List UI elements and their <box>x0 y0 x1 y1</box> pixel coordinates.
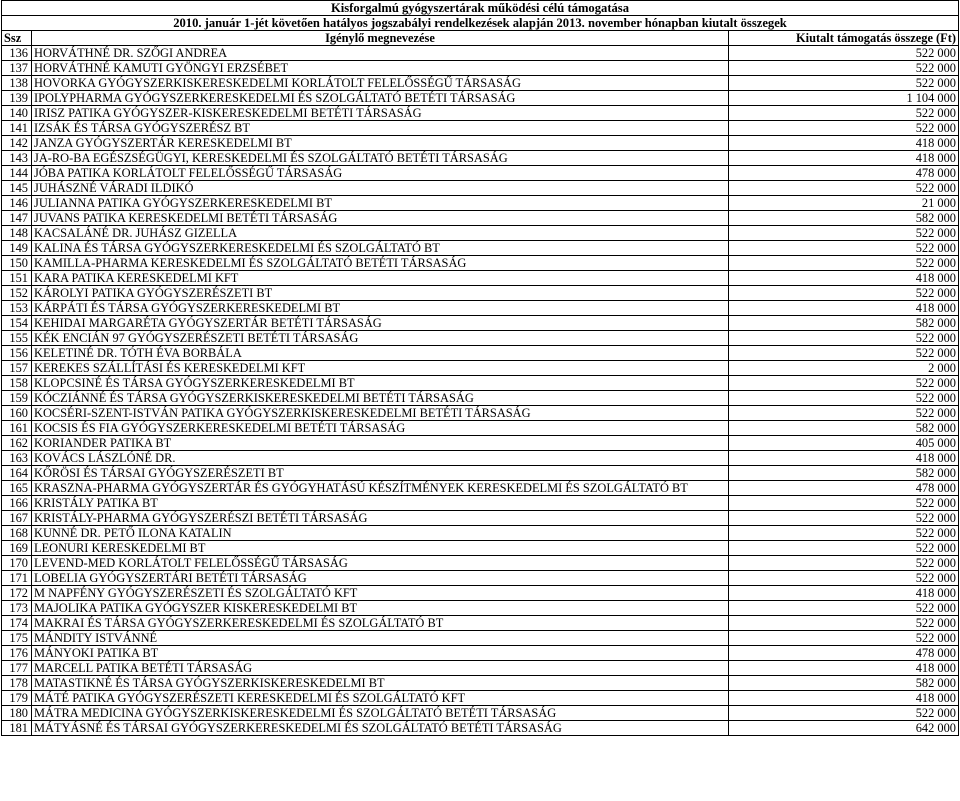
row-ssz: 174 <box>2 616 32 631</box>
row-amount: 522 000 <box>728 706 958 721</box>
row-name: KALINA ÉS TÁRSA GYÓGYSZERKERESKEDELMI ÉS SZOLGÁLTATÓ BT <box>32 241 729 256</box>
table-row <box>2 466 959 481</box>
row-amount: 582 000 <box>728 466 958 481</box>
row-ssz: 137 <box>2 61 32 76</box>
table-row <box>2 166 959 181</box>
row-name: LEONURI KERESKEDELMI BT <box>32 541 729 556</box>
row-ssz: 164 <box>2 466 32 481</box>
row-amount: 418 000 <box>728 301 958 316</box>
row-ssz: 156 <box>2 346 32 361</box>
row-name: KOCSIS ÉS FIA GYÓGYSZERKERESKEDELMI BETÉTI TÁRSASÁG <box>32 421 729 436</box>
table-row <box>2 46 959 61</box>
table-row <box>2 586 959 601</box>
table-row <box>2 136 959 151</box>
row-name: JÓBA PATIKA KORLÁTOLT FELELŐSSÉGŰ TÁRSASÁG <box>32 166 729 181</box>
row-ssz: 175 <box>2 631 32 646</box>
table-body <box>2 46 959 736</box>
table-row <box>2 526 959 541</box>
row-amount: 522 000 <box>728 571 958 586</box>
row-amount: 642 000 <box>728 721 958 736</box>
row-amount: 522 000 <box>728 226 958 241</box>
row-amount: 522 000 <box>728 256 958 271</box>
row-name: MAKRAI ÉS TÁRSA GYÓGYSZERKERESKEDELMI ÉS SZOLGÁLTATÓ BT <box>32 616 729 631</box>
row-ssz: 168 <box>2 526 32 541</box>
row-amount: 522 000 <box>728 391 958 406</box>
table-subtitle: 2010. január 1-jét követően hatályos jogszabályi rendelkezések alapján 2013. november hónapban kiutalt összegek <box>2 16 959 31</box>
row-name: MÁNYOKI PATIKA BT <box>32 646 729 661</box>
row-amount: 478 000 <box>728 481 958 496</box>
row-name: KORIANDER PATIKA BT <box>32 436 729 451</box>
row-amount: 2 000 <box>728 361 958 376</box>
row-amount: 522 000 <box>728 46 958 61</box>
row-amount: 418 000 <box>728 451 958 466</box>
row-name: JANZA GYÓGYSZERTÁR KERESKEDELMI BT <box>32 136 729 151</box>
row-amount: 522 000 <box>728 616 958 631</box>
row-ssz: 152 <box>2 286 32 301</box>
row-name: KÁROLYI PATIKA GYÓGYSZERÉSZETI BT <box>32 286 729 301</box>
support-table <box>1 0 959 736</box>
row-ssz: 180 <box>2 706 32 721</box>
table-row <box>2 496 959 511</box>
table-row <box>2 631 959 646</box>
row-amount: 522 000 <box>728 541 958 556</box>
row-ssz: 161 <box>2 421 32 436</box>
row-ssz: 154 <box>2 316 32 331</box>
table-row <box>2 181 959 196</box>
row-amount: 522 000 <box>728 346 958 361</box>
row-name: MATASTIKNÉ ÉS TÁRSA GYÓGYSZERKISKERESKEDELMI BT <box>32 676 729 691</box>
row-name: KLOPCSINÉ ÉS TÁRSA GYÓGYSZERKERESKEDELMI BT <box>32 376 729 391</box>
row-amount: 1 104 000 <box>728 91 958 106</box>
row-amount: 522 000 <box>728 76 958 91</box>
table-row <box>2 61 959 76</box>
row-name: KRISTÁLY PATIKA BT <box>32 496 729 511</box>
row-name: KUNNÉ DR. PETŐ ILONA KATALIN <box>32 526 729 541</box>
row-name: KÉK ENCIÁN 97 GYÓGYSZERÉSZETI BETÉTI TÁRSASÁG <box>32 331 729 346</box>
row-name: KŐRÖSI ÉS TÁRSAI GYÓGYSZERÉSZETI BT <box>32 466 729 481</box>
row-name: JA-RO-BA EGÉSZSÉGÜGYI, KERESKEDELMI ÉS SZOLGÁLTATÓ BETÉTI TÁRSASÁG <box>32 151 729 166</box>
row-name: KÓCZIÁNNÉ ÉS TÁRSA GYÓGYSZERKISKERESKEDELMI BETÉTI TÁRSASÁG <box>32 391 729 406</box>
row-ssz: 139 <box>2 91 32 106</box>
row-ssz: 162 <box>2 436 32 451</box>
row-amount: 522 000 <box>728 496 958 511</box>
row-amount: 418 000 <box>728 271 958 286</box>
row-amount: 522 000 <box>728 601 958 616</box>
row-ssz: 179 <box>2 691 32 706</box>
row-name: MAJOLIKA PATIKA GYÓGYSZER KISKERESKEDELMI BT <box>32 601 729 616</box>
row-ssz: 172 <box>2 586 32 601</box>
row-amount: 522 000 <box>728 286 958 301</box>
table-row <box>2 646 959 661</box>
table-row <box>2 286 959 301</box>
row-name: KÁRPÁTI ÉS TÁRSA GYÓGYSZERKERESKEDELMI BT <box>32 301 729 316</box>
row-name: KOCSÉRI-SZENT-ISTVÁN PATIKA GYÓGYSZERKISKERESKEDELMI BETÉTI TÁRSASÁG <box>32 406 729 421</box>
table-row <box>2 361 959 376</box>
row-amount: 582 000 <box>728 316 958 331</box>
row-ssz: 165 <box>2 481 32 496</box>
row-ssz: 166 <box>2 496 32 511</box>
row-name: KRASZNA-PHARMA GYÓGYSZERTÁR ÉS GYÓGYHATÁSÚ KÉSZÍTMÉNYEK KERESKEDELMI ÉS SZOLGÁLTATÓ BT <box>32 481 729 496</box>
header-amount: Kiutalt támogatás összege (Ft) <box>728 31 958 46</box>
row-amount: 522 000 <box>728 511 958 526</box>
row-name: JULIANNA PATIKA GYÓGYSZERKERESKEDELMI BT <box>32 196 729 211</box>
row-ssz: 142 <box>2 136 32 151</box>
row-amount: 418 000 <box>728 586 958 601</box>
row-name: KARA PATIKA KERESKEDELMI KFT <box>32 271 729 286</box>
table-row <box>2 91 959 106</box>
row-name: LEVEND-MED KORLÁTOLT FELELŐSSÉGŰ TÁRSASÁG <box>32 556 729 571</box>
table-row <box>2 196 959 211</box>
row-name: KEREKES SZÁLLÍTÁSI ÉS KERESKEDELMI KFT <box>32 361 729 376</box>
row-ssz: 163 <box>2 451 32 466</box>
row-name: KOVÁCS LÁSZLÓNÉ DR. <box>32 451 729 466</box>
row-amount: 522 000 <box>728 121 958 136</box>
table-row <box>2 706 959 721</box>
table-row <box>2 541 959 556</box>
header-row <box>2 31 959 46</box>
row-ssz: 148 <box>2 226 32 241</box>
table-row <box>2 121 959 136</box>
row-amount: 478 000 <box>728 646 958 661</box>
row-amount: 522 000 <box>728 631 958 646</box>
row-ssz: 176 <box>2 646 32 661</box>
row-ssz: 146 <box>2 196 32 211</box>
row-amount: 522 000 <box>728 61 958 76</box>
row-ssz: 145 <box>2 181 32 196</box>
row-amount: 522 000 <box>728 376 958 391</box>
row-name: MÁTRA MEDICINA GYÓGYSZERKISKERESKEDELMI ÉS SZOLGÁLTATÓ BETÉTI TÁRSASÁG <box>32 706 729 721</box>
row-name: MARCELL PATIKA BETÉTI TÁRSASÁG <box>32 661 729 676</box>
row-ssz: 150 <box>2 256 32 271</box>
table-row <box>2 271 959 286</box>
row-amount: 522 000 <box>728 106 958 121</box>
row-ssz: 170 <box>2 556 32 571</box>
row-ssz: 160 <box>2 406 32 421</box>
table-row <box>2 661 959 676</box>
row-amount: 418 000 <box>728 136 958 151</box>
row-amount: 418 000 <box>728 691 958 706</box>
row-name: KEHIDAI MARGARÉTA GYÓGYSZERTÁR BETÉTI TÁRSASÁG <box>32 316 729 331</box>
row-ssz: 178 <box>2 676 32 691</box>
row-name: KACSALÁNÉ DR. JUHÁSZ GIZELLA <box>32 226 729 241</box>
table-row <box>2 481 959 496</box>
row-ssz: 167 <box>2 511 32 526</box>
table-row <box>2 721 959 736</box>
row-name: KELETINÉ DR. TÓTH ÉVA BORBÁLA <box>32 346 729 361</box>
title-row-1 <box>2 1 959 16</box>
table-row <box>2 106 959 121</box>
row-ssz: 151 <box>2 271 32 286</box>
row-ssz: 147 <box>2 211 32 226</box>
table-row <box>2 616 959 631</box>
table-title: Kisforgalmú gyógyszertárak működési célú támogatása <box>2 1 959 16</box>
row-ssz: 140 <box>2 106 32 121</box>
row-amount: 522 000 <box>728 241 958 256</box>
table-row <box>2 301 959 316</box>
header-name: Igénylő megnevezése <box>32 31 729 46</box>
row-name: KRISTÁLY-PHARMA GYÓGYSZERÉSZI BETÉTI TÁRSASÁG <box>32 511 729 526</box>
table-row <box>2 391 959 406</box>
row-ssz: 177 <box>2 661 32 676</box>
row-amount: 418 000 <box>728 661 958 676</box>
table-row <box>2 226 959 241</box>
row-name: IRISZ PATIKA GYÓGYSZER-KISKERESKEDELMI BETÉTI TÁRSASÁG <box>32 106 729 121</box>
table-row <box>2 241 959 256</box>
table-row <box>2 691 959 706</box>
row-name: IPOLYPHARMA GYÓGYSZERKERESKEDELMI ÉS SZOLGÁLTATÓ BETÉTI TÁRSASÁG <box>32 91 729 106</box>
row-ssz: 157 <box>2 361 32 376</box>
row-ssz: 169 <box>2 541 32 556</box>
table-row <box>2 76 959 91</box>
row-name: MÁTÉ PATIKA GYÓGYSZERÉSZETI KERESKEDELMI ÉS SZOLGÁLTATÓ KFT <box>32 691 729 706</box>
row-amount: 522 000 <box>728 406 958 421</box>
row-ssz: 143 <box>2 151 32 166</box>
table-row <box>2 211 959 226</box>
row-name: IZSÁK ÉS TÁRSA GYÓGYSZERÉSZ BT <box>32 121 729 136</box>
table-row <box>2 151 959 166</box>
table-row <box>2 331 959 346</box>
table-row <box>2 436 959 451</box>
row-amount: 582 000 <box>728 211 958 226</box>
row-amount: 418 000 <box>728 151 958 166</box>
row-name: LOBELIA GYÓGYSZERTÁRI BETÉTI TÁRSASÁG <box>32 571 729 586</box>
row-ssz: 138 <box>2 76 32 91</box>
table-row <box>2 451 959 466</box>
table-row <box>2 346 959 361</box>
table-row <box>2 571 959 586</box>
table-row <box>2 376 959 391</box>
row-ssz: 155 <box>2 331 32 346</box>
row-name: MÁNDITY ISTVÁNNÉ <box>32 631 729 646</box>
table-row <box>2 256 959 271</box>
row-amount: 582 000 <box>728 676 958 691</box>
row-amount: 478 000 <box>728 166 958 181</box>
row-name: HORVÁTHNÉ KAMUTI GYÖNGYI ERZSÉBET <box>32 61 729 76</box>
table-row <box>2 556 959 571</box>
title-row-2 <box>2 16 959 31</box>
row-ssz: 171 <box>2 571 32 586</box>
row-amount: 405 000 <box>728 436 958 451</box>
row-amount: 522 000 <box>728 556 958 571</box>
row-name: HORVÁTHNÉ DR. SZŐGI ANDREA <box>32 46 729 61</box>
row-ssz: 141 <box>2 121 32 136</box>
row-ssz: 144 <box>2 166 32 181</box>
table-row <box>2 421 959 436</box>
row-amount: 522 000 <box>728 331 958 346</box>
row-name: MÁTYÁSNÉ ÉS TÁRSAI GYÓGYSZERKERESKEDELMI ÉS SZOLGÁLTATÓ BETÉTI TÁRSASÁG <box>32 721 729 736</box>
row-amount: 522 000 <box>728 181 958 196</box>
row-ssz: 153 <box>2 301 32 316</box>
table-row <box>2 676 959 691</box>
row-name: JUVANS PATIKA KERESKEDELMI BETÉTI TÁRSASÁG <box>32 211 729 226</box>
table-row <box>2 406 959 421</box>
row-name: HOVORKA GYÓGYSZERKISKERESKEDELMI KORLÁTOLT FELELŐSSÉGŰ TÁRSASÁG <box>32 76 729 91</box>
row-ssz: 136 <box>2 46 32 61</box>
row-ssz: 159 <box>2 391 32 406</box>
table-row <box>2 316 959 331</box>
row-name: JUHÁSZNÉ VÁRADI ILDIKÓ <box>32 181 729 196</box>
row-name: KAMILLA-PHARMA KERESKEDELMI ÉS SZOLGÁLTATÓ BETÉTI TÁRSASÁG <box>32 256 729 271</box>
row-amount: 582 000 <box>728 421 958 436</box>
row-ssz: 149 <box>2 241 32 256</box>
table-row <box>2 511 959 526</box>
row-name: M NAPFÉNY GYÓGYSZERÉSZETI ÉS SZOLGÁLTATÓ KFT <box>32 586 729 601</box>
row-ssz: 158 <box>2 376 32 391</box>
header-ssz: Ssz <box>2 31 32 46</box>
table-row <box>2 601 959 616</box>
row-ssz: 173 <box>2 601 32 616</box>
row-amount: 21 000 <box>728 196 958 211</box>
row-ssz: 181 <box>2 721 32 736</box>
row-amount: 522 000 <box>728 526 958 541</box>
